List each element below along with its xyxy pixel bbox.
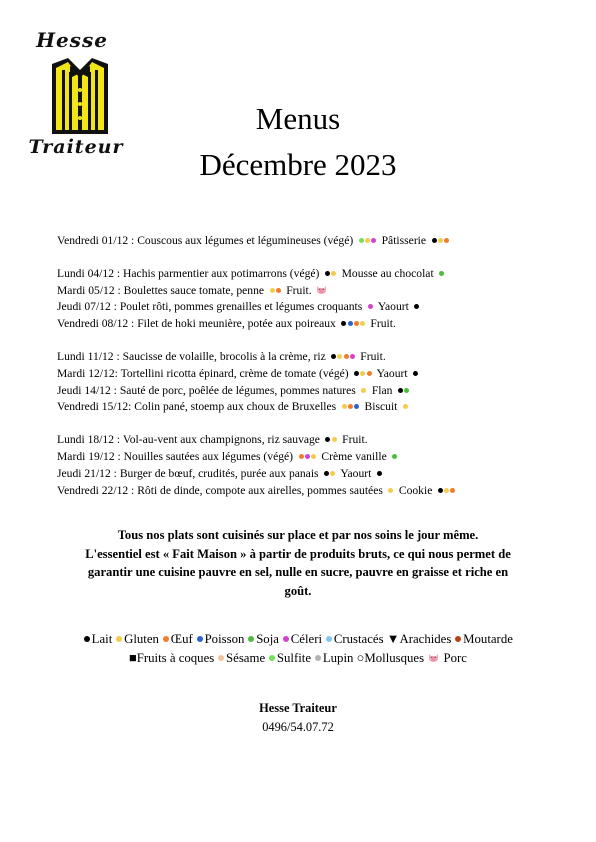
legend-row <box>20 630 576 649</box>
menu-dessert: Fruit. <box>342 433 368 447</box>
menu-day: Lundi 04/12 : <box>57 266 124 280</box>
allergen-dot-lait <box>438 488 443 493</box>
legend-label: Lait <box>91 632 113 646</box>
menu-line <box>57 483 587 500</box>
legend-item <box>282 632 322 646</box>
legend-item <box>455 632 513 646</box>
allergen-dot-oeuf <box>344 354 349 359</box>
allergen-dot-gluten <box>270 288 275 293</box>
menu-day: Vendredi 15/12: <box>57 400 135 414</box>
menu-line <box>57 233 587 250</box>
menu-line <box>57 299 587 316</box>
menu-list <box>57 233 587 499</box>
week-gap <box>57 416 587 432</box>
allergen-dot-lait <box>398 388 403 393</box>
allergen-legend <box>20 630 576 668</box>
allergen-dot-lupin <box>315 655 321 661</box>
menu-main-dish: Colin pané, stoemp aux choux de Bruxelles <box>134 400 337 414</box>
menu-main-dish: Filet de hoki meunière, potée aux poireaux <box>137 317 336 331</box>
allergen-dot-poisson <box>354 404 359 409</box>
main-allergens <box>341 316 366 333</box>
allergen-dot-sesame <box>218 655 224 661</box>
notice-line: Tous nos plats sont cuisinés sur place et par nos soins le jour même. <box>117 528 479 542</box>
footer-phone: 0496/54.07.72 <box>262 720 334 734</box>
allergen-dot-celeri <box>368 304 373 309</box>
menu-line <box>57 349 587 366</box>
menu-main-dish: Rôti de dinde, compote aux airelles, pommes sautées <box>137 483 383 497</box>
legend-item <box>162 632 193 646</box>
menu-line <box>57 432 587 449</box>
legend-label: Céleri <box>290 632 323 646</box>
allergen-dot-lait <box>324 471 329 476</box>
menu-line <box>57 449 587 466</box>
allergen-dot-gluten <box>438 238 443 243</box>
legend-item <box>129 651 214 665</box>
allergen-dot-gluten <box>330 471 335 476</box>
legend-item <box>217 651 265 665</box>
allergen-dot-gluten <box>342 404 347 409</box>
legend-label: Porc <box>443 651 467 665</box>
menu-dessert: Fruit. <box>286 283 312 297</box>
menu-line <box>57 316 587 333</box>
allergen-dot-gluten <box>444 488 449 493</box>
legend-item <box>325 632 383 646</box>
allergen-dot-oeuf <box>367 371 372 376</box>
menu-main-dish: Burger de bœuf, crudités, purée aux panais <box>119 466 319 480</box>
menu-day: Mardi 05/12 : <box>57 283 124 297</box>
allergen-dot-gluten <box>360 371 365 376</box>
dessert-allergens <box>414 299 420 316</box>
allergen-dot-lait <box>354 371 359 376</box>
dessert-allergens <box>437 483 456 500</box>
allergen-dot-lait <box>377 471 382 476</box>
allergen-dot-lait <box>414 304 419 309</box>
main-allergens <box>361 383 367 400</box>
dessert-allergens <box>402 399 408 416</box>
main-allergens <box>324 266 336 283</box>
allergen-dot-lait <box>331 354 336 359</box>
menu-main-dish: Poulet rôti, pommes grenailles et légumes croquants <box>119 300 363 314</box>
allergen-dot-crustaces <box>326 636 332 642</box>
menu-line <box>57 399 587 416</box>
main-allergens <box>323 466 335 483</box>
dessert-allergens <box>392 449 398 466</box>
legend-label: Moutarde <box>463 632 513 646</box>
legend-item <box>196 632 244 646</box>
legend-label: Soja <box>256 632 279 646</box>
legend-item <box>357 651 424 665</box>
legend-item <box>314 651 353 665</box>
allergen-dot-celeri <box>371 238 376 243</box>
menu-day: Jeudi 21/12 : <box>57 466 120 480</box>
legend-label: Mollusques <box>364 651 425 665</box>
allergen-dot-oeuf <box>450 488 455 493</box>
notice-line: garantir une cuisine pauvre en sel, nulle en sucre, pauvre en graisse et riche en <box>87 565 509 579</box>
main-allergens <box>354 366 373 383</box>
allergen-dot-gluten <box>360 321 365 326</box>
menu-dessert: Flan <box>371 383 393 397</box>
main-allergens <box>331 349 356 366</box>
menu-line <box>57 283 587 300</box>
menu-day: Vendredi 22/12 : <box>57 483 138 497</box>
legend-item <box>115 632 158 646</box>
legend-label: Gluten <box>124 632 159 646</box>
allergen-dot-soja <box>404 388 409 393</box>
legend-row <box>20 649 576 668</box>
menu-main-dish: Hachis parmentier aux potimarrons (végé) <box>123 266 320 280</box>
page-subtitle-month: Décembre 2023 <box>199 147 397 182</box>
notice-line: goût. <box>284 583 312 598</box>
menu-day: Vendredi 08/12 : <box>57 317 138 331</box>
allergen-dot-gluten <box>311 454 316 459</box>
allergen-dot-lait <box>432 238 437 243</box>
menu-dessert: Mousse au chocolat <box>341 266 434 280</box>
pig-icon <box>427 652 440 663</box>
allergen-dot-soja <box>439 271 444 276</box>
allergen-dot-celeri <box>350 354 355 359</box>
allergen-dot-soja <box>392 454 397 459</box>
allergen-dot-gluten <box>337 354 342 359</box>
allergen-dot-soja <box>248 636 254 642</box>
menu-dessert: Yaourt <box>377 300 409 314</box>
menu-day: Vendredi 01/12 : <box>57 234 138 247</box>
allergen-dot-gluten <box>116 636 122 642</box>
allergen-dot-oeuf <box>354 321 359 326</box>
menu-dessert: Fruit. <box>360 349 386 363</box>
allergen-dot-oeuf <box>348 404 353 409</box>
menu-day: Mardi 12/12: <box>57 366 121 380</box>
menu-main-dish: Boulettes sauce tomate, penne <box>123 283 265 297</box>
allergen-dot-lait <box>325 437 330 442</box>
ring-icon: ○ <box>356 651 365 665</box>
dessert-allergens <box>413 366 419 383</box>
allergen-dot-oeuf <box>299 454 304 459</box>
dessert-allergens <box>431 233 450 250</box>
allergen-dot-celeri <box>305 454 310 459</box>
allergen-dot-gluten <box>332 437 337 442</box>
menu-day: Lundi 18/12 : <box>57 433 123 447</box>
legend-label: Sulfite <box>276 651 312 665</box>
menu-dessert: Biscuit <box>364 400 398 414</box>
legend-label: Poisson <box>204 632 245 646</box>
menu-dessert: Crème vanille <box>321 449 387 463</box>
legend-label: Crustacés <box>333 632 384 646</box>
allergen-dot-lait <box>84 636 90 642</box>
allergen-dot-sulfite <box>269 655 275 661</box>
week-gap <box>57 250 587 266</box>
allergen-dot-gluten <box>361 388 366 393</box>
legend-item <box>268 651 311 665</box>
legend-label: Fruits à coques <box>136 651 215 665</box>
fait-maison-notice <box>50 526 546 600</box>
legend-label: Lupin <box>322 651 354 665</box>
menu-line <box>57 466 587 483</box>
menu-dessert: Yaourt <box>376 366 408 380</box>
allergen-dot-sulfite <box>359 238 364 243</box>
menu-main-dish: Tortellini ricotta épinard, crème de tomate (végé) <box>120 366 349 380</box>
menu-day: Jeudi 07/12 : <box>57 300 120 314</box>
notice-line: L'essentiel est « Fait Maison » à partir de produits bruts, ce qui nous permet de <box>85 546 511 561</box>
dessert-allergens <box>376 466 382 483</box>
menu-main-dish: Couscous aux légumes et légumineuses (végé) <box>137 234 354 247</box>
legend-label: Sésame <box>226 651 266 665</box>
allergen-dot-poisson <box>197 636 203 642</box>
page-title: Menus <box>255 101 341 136</box>
legend-item <box>387 632 452 646</box>
menu-day: Lundi 11/12 : <box>57 349 123 363</box>
main-allergens <box>388 483 394 500</box>
logo-name-top: Hesse <box>36 28 108 52</box>
triangle-icon: ▼ <box>386 632 400 646</box>
menu-line <box>57 383 587 400</box>
allergen-dot-lait <box>341 321 346 326</box>
main-allergens <box>269 283 281 300</box>
menu-day: Jeudi 14/12 : <box>57 383 120 397</box>
menu-main-dish: Vol-au-vent aux champignons, riz sauvage <box>122 433 320 447</box>
pig-icon <box>315 284 328 295</box>
legend-label: Arachides <box>399 632 452 646</box>
dessert-allergens <box>397 383 409 400</box>
allergen-dot-lait <box>413 371 418 376</box>
square-icon: ■ <box>129 651 137 665</box>
menu-day: Mardi 19/12 : <box>57 449 124 463</box>
legend-item <box>83 632 112 646</box>
legend-label: Œuf <box>170 632 193 646</box>
legend-item <box>427 651 467 665</box>
allergen-dot-lait <box>325 271 330 276</box>
allergen-dot-gluten <box>388 488 393 493</box>
allergen-dot-oeuf <box>163 636 169 642</box>
menu-dessert: Fruit. <box>370 317 396 331</box>
main-allergens <box>298 449 317 466</box>
allergen-dot-gluten <box>365 238 370 243</box>
legend-item <box>248 632 279 646</box>
allergen-dot-gluten <box>403 404 408 409</box>
allergen-dot-gluten <box>331 271 336 276</box>
main-allergens <box>367 299 373 316</box>
footer-company-name: Hesse Traiteur <box>259 701 337 715</box>
week-gap <box>57 333 587 349</box>
allergen-dot-oeuf <box>444 238 449 243</box>
main-allergens <box>341 399 360 416</box>
menu-main-dish: Sauté de porc, poêlée de légumes, pommes natures <box>119 383 356 397</box>
menu-line <box>57 266 587 283</box>
menu-main-dish: Saucisse de volaille, brocolis à la crème, riz <box>122 349 326 363</box>
main-allergens <box>325 432 337 449</box>
logo-name-bottom: Traiteur <box>28 136 124 158</box>
allergen-dot-moutarde <box>455 636 461 642</box>
menu-dessert: Pâtisserie <box>381 234 427 247</box>
dessert-allergens <box>439 266 445 283</box>
menu-line <box>57 366 587 383</box>
menu-main-dish: Nouilles sautées aux légumes (végé) <box>123 449 294 463</box>
allergen-dot-poisson <box>348 321 353 326</box>
menu-dessert: Yaourt <box>340 466 372 480</box>
menu-dessert: Cookie <box>398 483 433 497</box>
allergen-dot-oeuf <box>276 288 281 293</box>
main-allergens <box>358 233 377 250</box>
allergen-dot-celeri <box>283 636 289 642</box>
